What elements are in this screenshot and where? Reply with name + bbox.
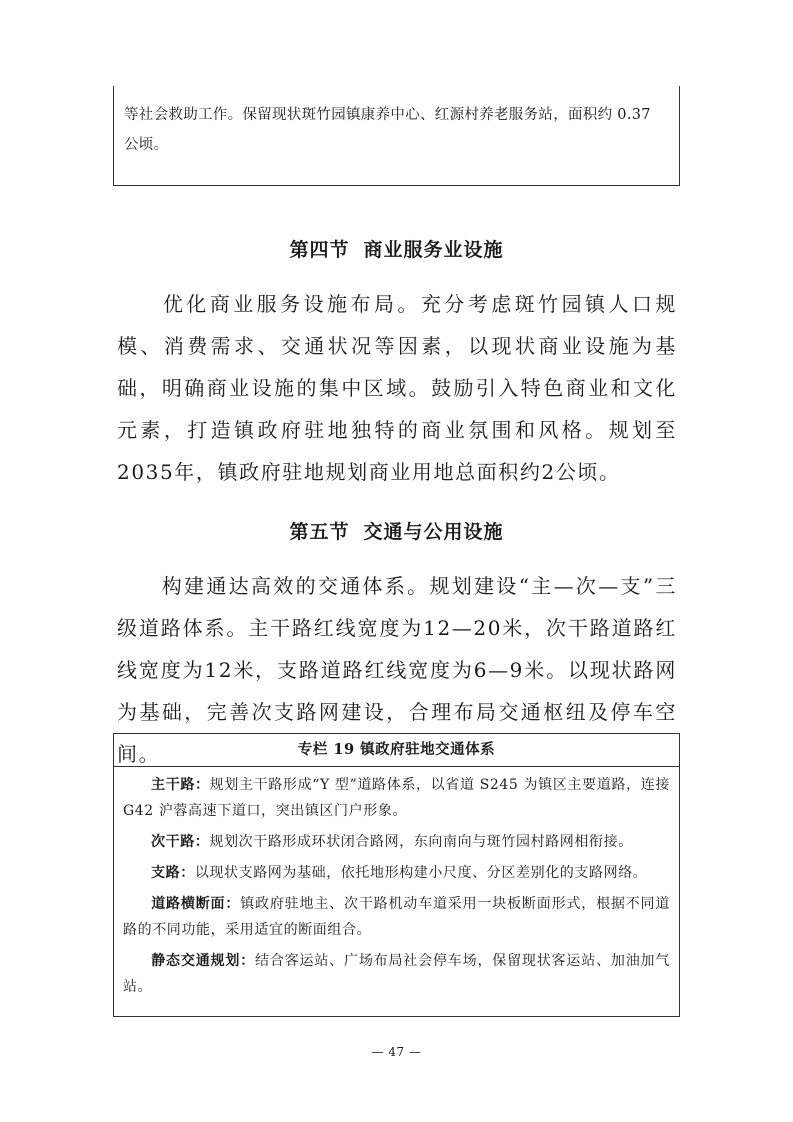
column-item-secondary-road [123, 829, 670, 855]
column-item-text: 镇政府驻地主、次干路机动车道采用一块板断面形式，根据不同道路的不同功能，采用适宜的断面组合。 [123, 896, 670, 938]
column-item-text: 结合客运站、广场布局社会停车场，保留现状客运站、加油加气站。 [123, 953, 670, 995]
column-item-label: 主干路： [151, 777, 210, 793]
column-item-label: 道路横断面： [151, 896, 241, 912]
section-4-title: 商业服务业设施 [363, 239, 504, 261]
column-item-label: 静态交通规划： [151, 953, 256, 969]
section-5-paragraph-text: 构建通达高效的交通体系。规划建设“主—次—支”三级道路体系。主干路红线宽度为12—20米，次干路道路红线宽度为12米，支路道路红线宽度为6—9米。以现状路网为基础，完善次支路网建设，合理布局交通枢纽及停车空间。 [117, 574, 677, 766]
continued-text-line-2: 公顷。 [124, 137, 169, 153]
section-4-paragraph [117, 283, 677, 493]
column-item-text: 规划次干路形成环状闭合路网，东向南向与斑竹园村路网相衔接。 [209, 834, 633, 850]
column-item-text: 规划主干路形成“Y 型”道路体系，以省道 S245 为镇区主要道路，连接 G42 沪蓉高速下道口，突出镇区门户形象。 [123, 777, 670, 819]
section-5-title: 交通与公用设施 [363, 521, 504, 543]
column-item-cross-section [123, 891, 670, 943]
column-item-text: 以现状支路网为基础，依托地形构建小尺度、分区差别化的支路网络。 [194, 865, 648, 881]
section-4-heading [0, 235, 793, 262]
column-item-branch-road [123, 860, 670, 886]
section-4-number: 第四节 [289, 239, 350, 261]
column-box-body [114, 767, 679, 1000]
page-number: — 47 — [371, 1045, 422, 1059]
column-item-label: 次干路： [151, 834, 210, 850]
section-5-heading [0, 517, 793, 544]
section-4-paragraph-text: 优化商业服务设施布局。充分考虑斑竹园镇人口规模、消费需求、交通状况等因素，以现状商业设施为基础，明确商业设施的集中区域。鼓励引入特色商业和文化元素，打造镇政府驻地独特的商业氛围和风格。规划至2035年，镇政府驻地规划商业用地总面积约2公顷。 [117, 292, 677, 484]
column-box-title: 专栏 19 镇政府驻地交通体系 [114, 734, 679, 767]
column-item-static-traffic [123, 948, 670, 1000]
column-box [113, 733, 680, 1017]
continued-text-box [113, 86, 680, 186]
column-item-label: 支路： [151, 865, 195, 881]
column-item-main-road [123, 772, 670, 824]
section-5-number: 第五节 [289, 521, 350, 543]
continued-text-line-1: 等社会救助工作。保留现状斑竹园镇康养中心、红源村养老服务站，面积约 0.37 [124, 107, 651, 123]
